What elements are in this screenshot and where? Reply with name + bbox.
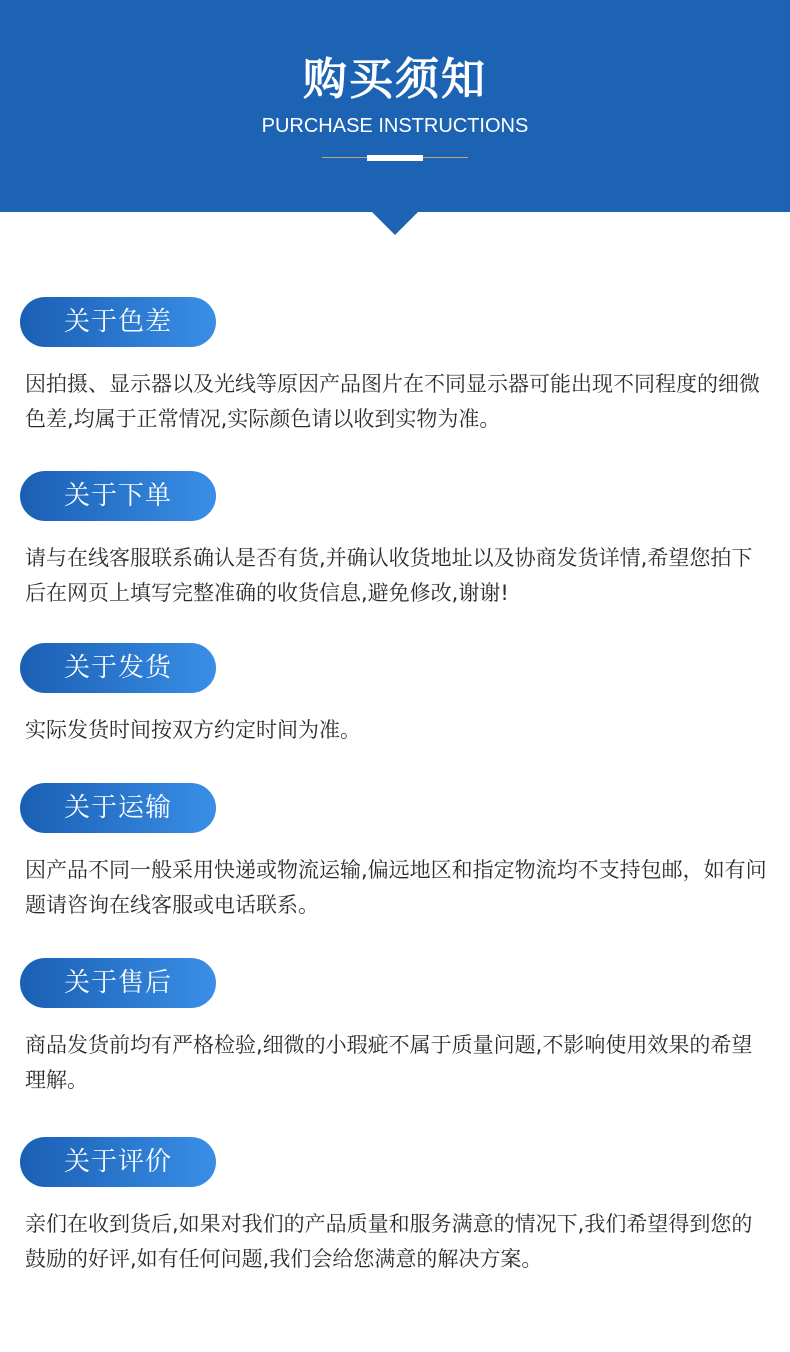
- section-heading-pill: 关于售后: [20, 958, 216, 1008]
- header-arrow-notch: [371, 211, 419, 235]
- section-body-text: 因产品不同一般采用快递或物流运输,偏远地区和指定物流均不支持包邮，如有问题请咨询在线客服或电话联系。: [25, 858, 767, 917]
- section-heading-pill: 关于运输: [20, 783, 216, 833]
- section-heading-pill: 关于发货: [20, 643, 216, 693]
- header-banner: [0, 0, 790, 212]
- page-title: 购买须知: [303, 54, 487, 105]
- section-body-text: 亲们在收到货后,如果对我们的产品质量和服务满意的情况下,我们希望得到您的鼓励的好评,如有任何问题,我们会给您满意的解决方案。: [25, 1212, 753, 1271]
- title-divider-bar: [367, 155, 423, 161]
- section-body-text: 商品发货前均有严格检验,细微的小瑕疵不属于质量问题,不影响使用效果的希望理解。: [25, 1033, 753, 1092]
- section-heading-pill: 关于色差: [20, 297, 216, 347]
- section-body-text: 实际发货时间按双方约定时间为准。: [25, 718, 361, 742]
- section-heading-pill: 关于评价: [20, 1137, 216, 1187]
- section-heading-pill: 关于下单: [20, 471, 216, 521]
- page-subtitle: PURCHASE INSTRUCTIONS: [261, 115, 529, 137]
- section-body-text: 请与在线客服联系确认是否有货,并确认收货地址以及协商发货详情,希望您拍下后在网页上填写完整准确的收货信息,避免修改,谢谢!: [25, 546, 753, 605]
- section-body-text: 因拍摄、显示器以及光线等原因产品图片在不同显示器可能出现不同程度的细微色差,均属于正常情况,实际颜色请以收到实物为准。: [25, 372, 760, 431]
